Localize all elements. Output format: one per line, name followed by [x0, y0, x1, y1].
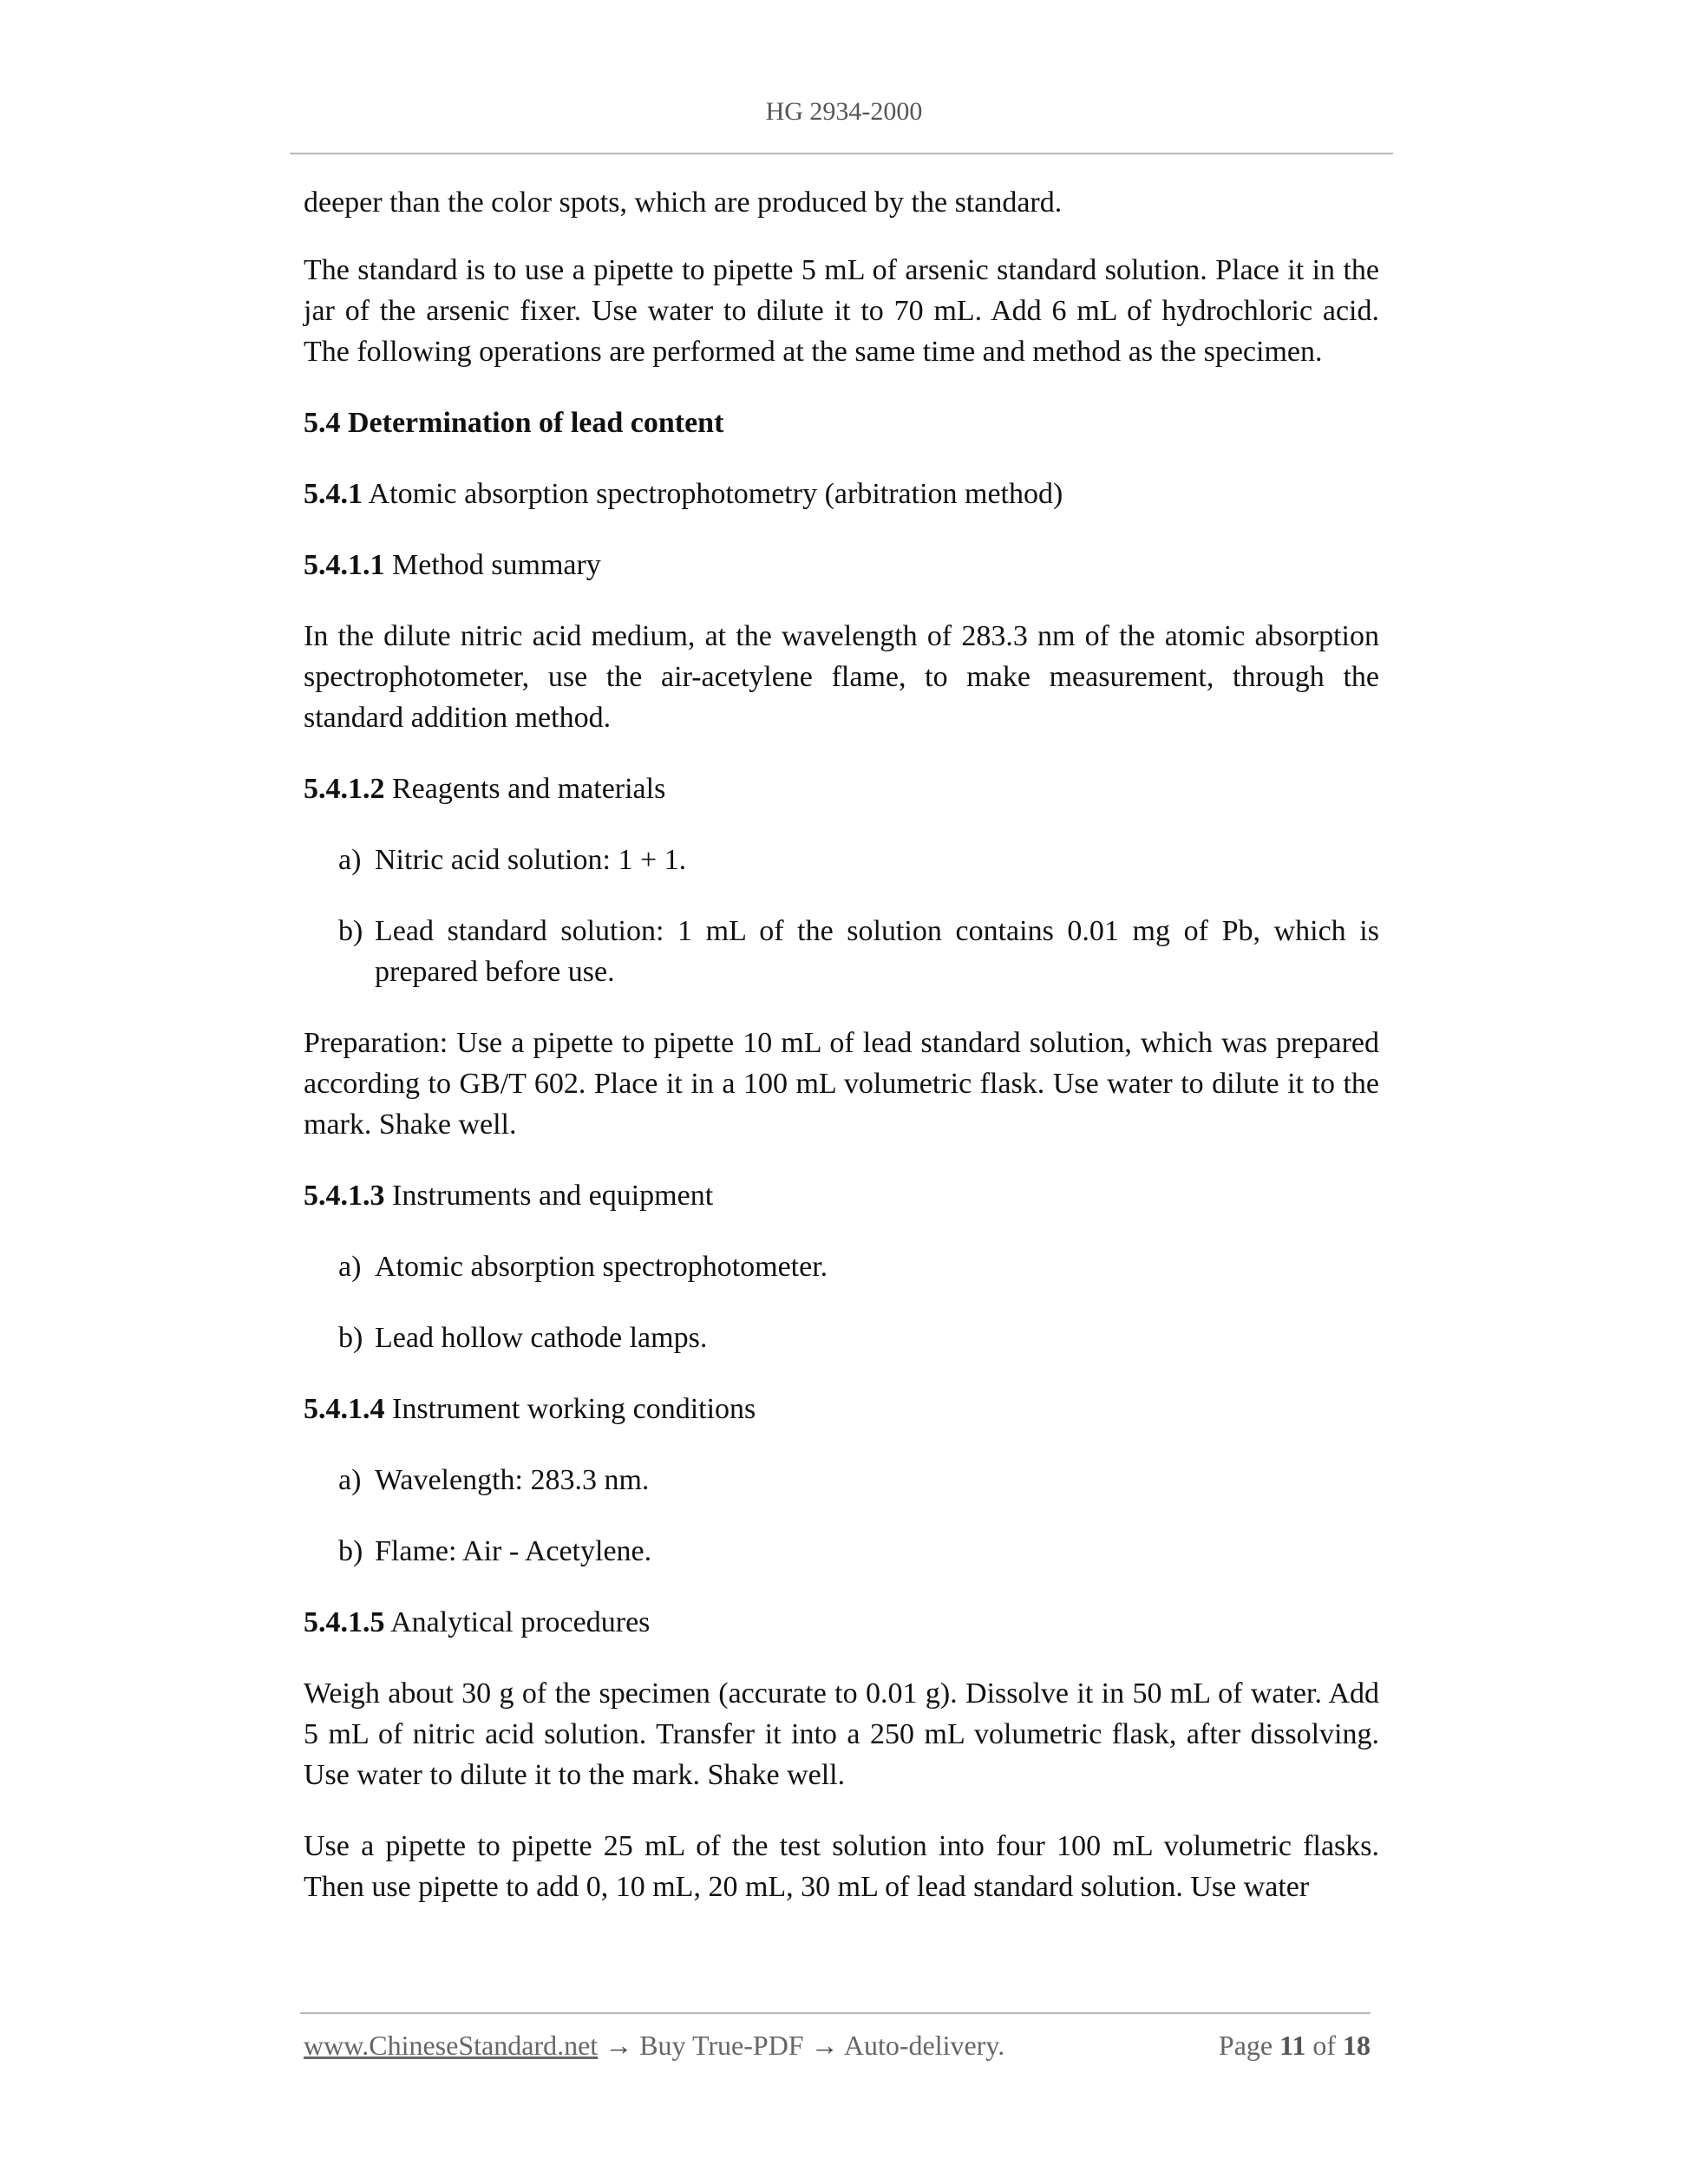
method-summary-paragraph: In the dilute nitric acid medium, at the wavelength of 283.3 nm of the atomic absorption spectrophotometer, use the air-acetylene flame, to make measurement, through the standard addition method. [304, 620, 1379, 734]
section-title: Method summary [392, 549, 601, 581]
current-page: 11 [1279, 2030, 1306, 2061]
section-title: Analytical procedures [390, 1606, 651, 1638]
section-number: 5.4.1.4 [304, 1393, 385, 1425]
section-title: Instrument working conditions [392, 1393, 756, 1425]
continued-paragraph: deeper than the color spots, which are produced by the standard. [304, 186, 1063, 219]
subsection-5-4-1-4 [304, 1389, 1379, 1429]
list-item-text: Nitric acid solution: 1 + 1. [375, 844, 687, 876]
page-label: Page [1218, 2030, 1273, 2061]
list-item [338, 1246, 1379, 1287]
buy-pdf-text: Buy True-PDF [639, 2030, 804, 2061]
list-marker: a) [338, 1251, 362, 1283]
section-title: Atomic absorption spectrophotometry (arbitration method) [368, 478, 1063, 510]
list-item-text: Lead standard solution: 1 mL of the solution contains 0.01 mg of Pb, which is prepared before use. [375, 915, 1379, 988]
subsection-5-4-1 [304, 474, 1379, 514]
section-title: Instruments and equipment [392, 1180, 714, 1212]
subsection-5-4-1-1 [304, 545, 1379, 585]
header-divider [290, 153, 1393, 154]
footer-promo [304, 2030, 1004, 2062]
page-footer [304, 2030, 1371, 2068]
arrow-right-icon: → [605, 2030, 633, 2061]
footer-divider [300, 2012, 1371, 2014]
list-marker: b) [338, 915, 363, 947]
auto-delivery-text: Auto-delivery. [843, 2030, 1005, 2061]
list-item [338, 1318, 1379, 1358]
subsection-5-4-1-5 [304, 1602, 1379, 1643]
list-item [338, 840, 1379, 880]
weigh-paragraph: Weigh about 30 g of the specimen (accurate to 0.01 g). Dissolve it in 50 mL of water. Add 5 mL of nitric acid solution. Transfer it into a 250 mL volumetric flask, after dissolving. Use water to dilute it to the mark. Shake well. [304, 1677, 1379, 1791]
subsection-5-4-1-2 [304, 768, 1379, 809]
list-marker: b) [338, 1322, 363, 1354]
list-item-text: Atomic absorption spectrophotometer. [375, 1251, 828, 1283]
list-marker: a) [338, 844, 362, 876]
section-number: 5.4.1.5 [304, 1606, 385, 1638]
list-item [338, 911, 1379, 992]
list-item-text: Flame: Air - Acetylene. [375, 1535, 652, 1567]
document-id-header: HG 2934-2000 [765, 97, 923, 126]
list-marker: a) [338, 1464, 362, 1496]
arrow-right-icon: → [810, 2030, 839, 2061]
section-number: 5.4.1.2 [304, 773, 385, 805]
section-number: 5.4.1 [304, 478, 363, 510]
page-content [304, 182, 1379, 1938]
list-item [338, 1460, 1379, 1501]
website-link[interactable]: www.ChineseStandard.net [304, 2030, 599, 2061]
preparation-paragraph: Preparation: Use a pipette to pipette 10 mL of lead standard solution, which was prepared according to GB/T 602. Place it in a 100 mL volumetric flask. Use water to dilute it to the mark. Shake well. [304, 1027, 1379, 1141]
of-label: of [1312, 2030, 1336, 2061]
total-pages: 18 [1343, 2030, 1371, 2061]
subsection-5-4-1-3 [304, 1175, 1379, 1216]
section-number: 5.4.1.1 [304, 549, 385, 581]
list-marker: b) [338, 1535, 363, 1567]
section-number: 5.4.1.3 [304, 1180, 385, 1212]
list-item [338, 1531, 1379, 1572]
list-item-text: Lead hollow cathode lamps. [375, 1322, 708, 1354]
list-item-text: Wavelength: 283.3 nm. [375, 1464, 650, 1496]
section-title: Reagents and materials [392, 773, 666, 805]
page-number [1219, 2030, 1371, 2062]
section-heading-5-4: 5.4 Determination of lead content [304, 407, 724, 439]
standard-paragraph: The standard is to use a pipette to pipette 5 mL of arsenic standard solution. Place it in the jar of the arsenic fixer. Use water to dilute it to 70 mL. Add 6 mL of hydrochloric acid. The following operations are performed at the same time and method as the specimen. [304, 254, 1379, 368]
pipette-paragraph: Use a pipette to pipette 25 mL of the test solution into four 100 mL volumetric flasks. Then use pipette to add 0, 10 mL, 20 mL, 30 mL of lead standard solution. Use water [304, 1830, 1379, 1903]
